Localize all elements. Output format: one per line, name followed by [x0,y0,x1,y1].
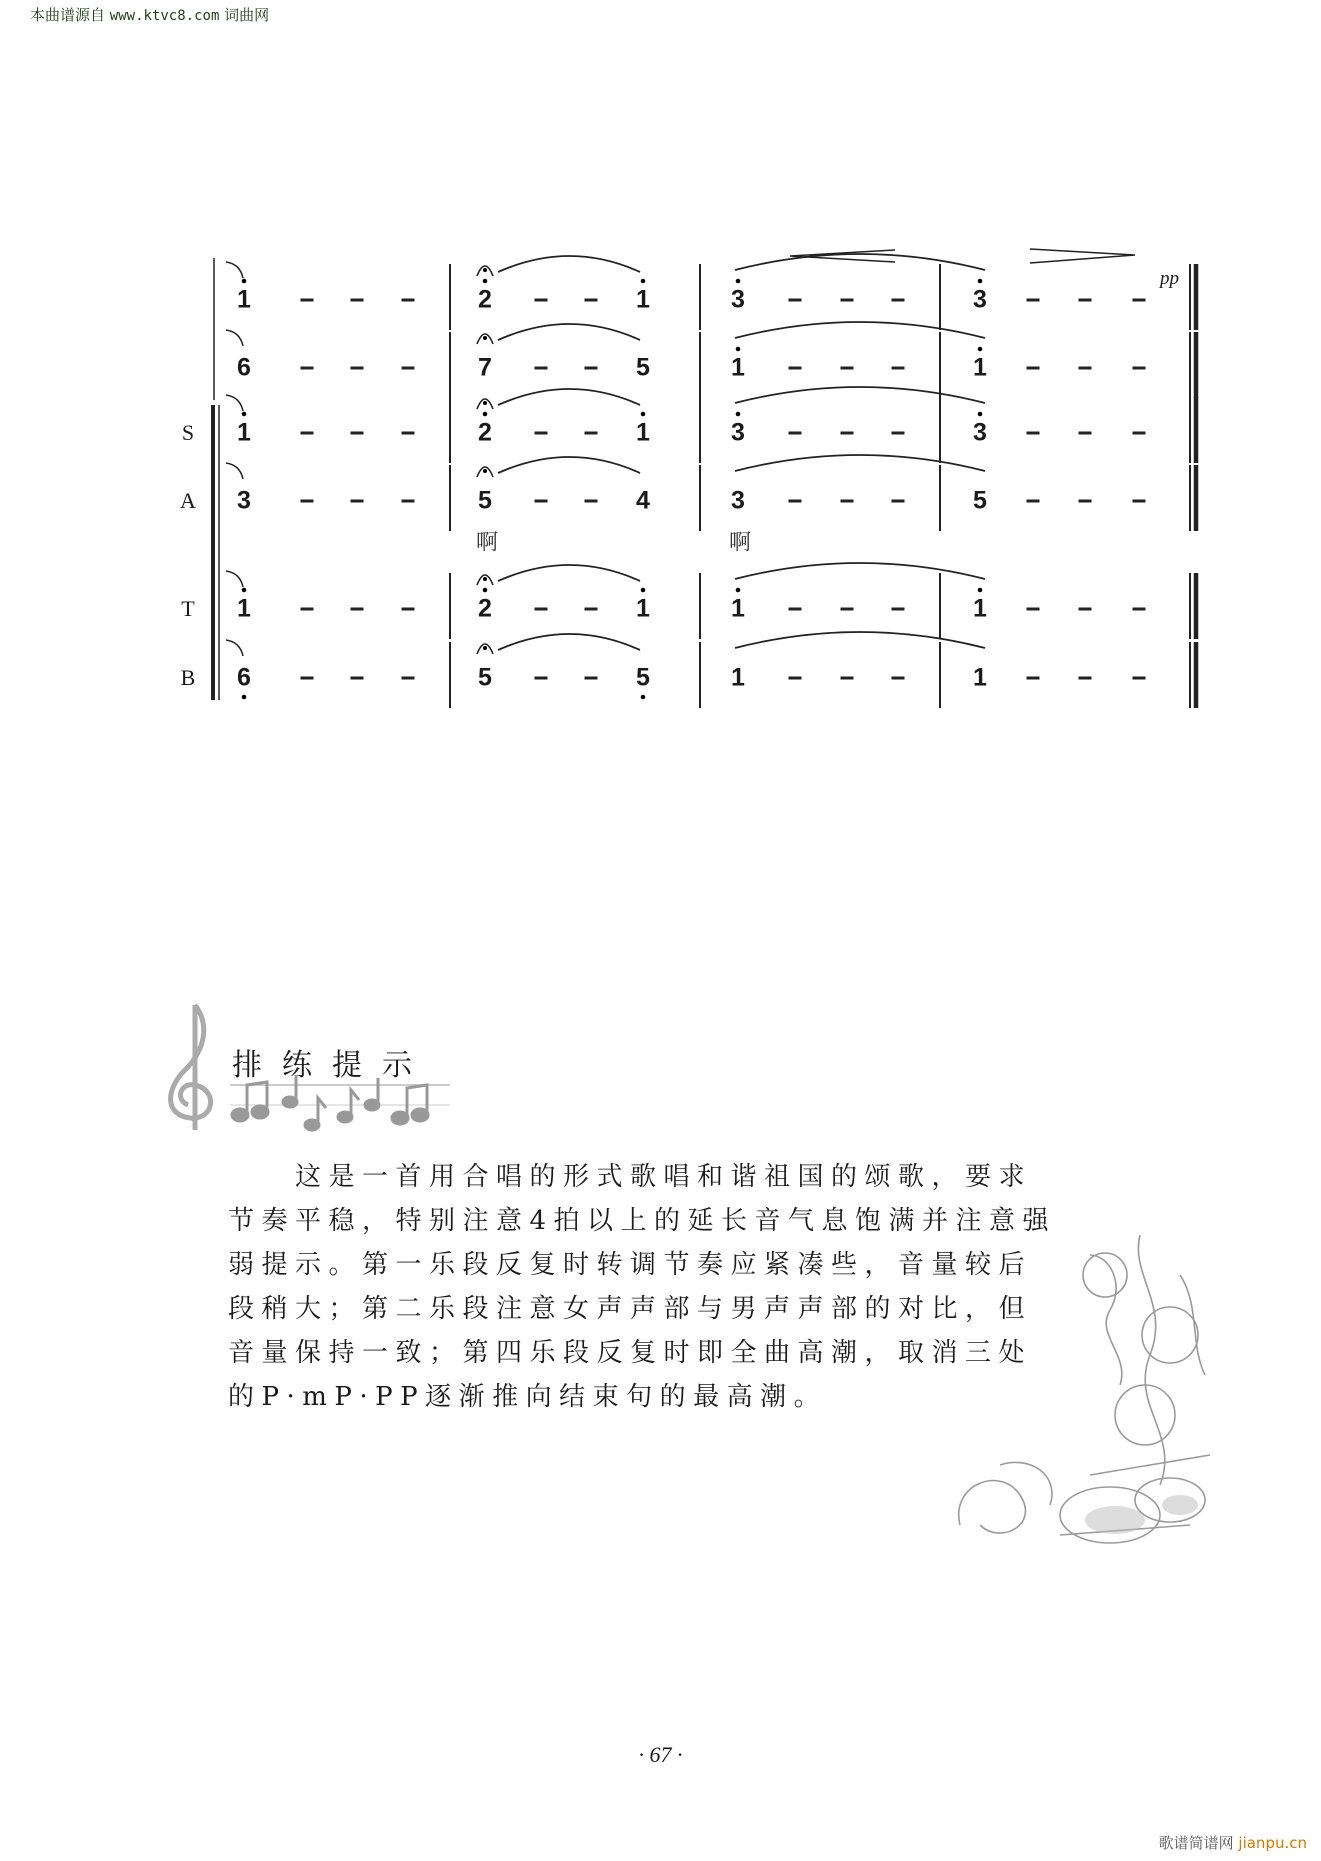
lyric-syllable: 啊 [475,530,499,556]
fermata-dot [483,336,487,340]
duration-dash [1079,677,1092,680]
source-site-name: 词曲网 [224,6,270,24]
page-number: · 67 · [638,1742,683,1767]
duration-dash [789,608,802,611]
slur [498,389,640,405]
score-lines [0,0,1321,760]
lyric-syllable: 啊 [728,530,752,556]
duration-dash [535,299,548,302]
duration-dash [535,608,548,611]
note: 5 [973,486,987,515]
high-octave-dot [641,279,646,284]
duration-dash [351,608,364,611]
duration-dash [585,432,598,435]
part-label: B [180,665,196,690]
floral-instrument-ornament [940,1215,1230,1555]
duration-dash [535,500,548,503]
note: 1 [636,285,650,314]
slur [498,634,640,650]
duration-dash [301,500,314,503]
duration-dash [789,677,802,680]
fermata-dot [483,401,487,405]
note: 5 [636,663,650,692]
high-octave-dot [242,412,247,417]
duration-dash [1027,432,1040,435]
tie-from-previous [226,463,243,479]
note: 7 [478,353,492,382]
decrescendo-hairpin [1030,249,1135,263]
duration-dash [1079,432,1092,435]
duration-dash [892,677,905,680]
paragraph-line: 的P·mP·PP逐渐推向结束句的最高潮。 [228,1382,828,1412]
note: 3 [731,418,745,447]
duration-dash [841,367,854,370]
slur [735,322,985,338]
high-octave-dot [483,588,488,593]
duration-dash [789,299,802,302]
slur [498,565,640,581]
note: 1 [731,594,745,623]
note: 1 [973,594,987,623]
duration-dash [892,500,905,503]
high-octave-dot [978,412,983,417]
fermata-dot [483,268,487,272]
high-octave-dot [978,588,983,593]
duration-dash [535,677,548,680]
duration-dash [585,500,598,503]
duration-dash [1133,367,1146,370]
duration-dash [402,500,415,503]
tie-from-previous [226,640,243,656]
duration-dash [1027,608,1040,611]
dynamic-pp: pp [1160,268,1179,289]
duration-dash [1133,677,1146,680]
duration-dash [892,367,905,370]
paragraph-line: 音量保持一致；第四乐段反复时即全曲高潮，取消三处 [228,1338,1033,1368]
duration-dash [1079,608,1092,611]
note: 3 [973,285,987,314]
note: 1 [636,594,650,623]
slur [498,324,640,340]
slur [735,387,985,403]
duration-dash [301,608,314,611]
duration-dash [351,500,364,503]
duration-dash [1133,299,1146,302]
duration-dash [585,677,598,680]
duration-dash [892,608,905,611]
high-octave-dot [978,347,983,352]
tie-from-previous [226,330,243,346]
duration-dash [789,367,802,370]
duration-dash [789,432,802,435]
note: 3 [973,418,987,447]
source-url[interactable]: www.ktvc8.com [109,8,220,24]
part-label: S [181,420,195,445]
high-octave-dot [736,347,741,352]
duration-dash [1079,367,1092,370]
duration-dash [1027,677,1040,680]
high-octave-dot [483,412,488,417]
slur [735,632,985,648]
jianpu-score [0,0,1321,760]
part-label: A [180,488,196,513]
note: 1 [237,285,251,314]
duration-dash [301,677,314,680]
note: 4 [636,486,650,515]
duration-dash [585,608,598,611]
high-octave-dot [641,412,646,417]
duration-dash [1133,432,1146,435]
high-octave-dot [641,588,646,593]
high-octave-dot [736,412,741,417]
duration-dash [402,677,415,680]
note: 3 [731,285,745,314]
note: 1 [973,353,987,382]
high-octave-dot [242,588,247,593]
duration-dash [402,299,415,302]
note: 1 [237,594,251,623]
duration-dash [585,299,598,302]
low-octave-dot [242,695,247,700]
high-octave-dot [736,279,741,284]
duration-dash [841,432,854,435]
note: 3 [731,486,745,515]
paragraph-line: 这是一首用合唱的形式歌唱和谐祖国的颂歌，要求 [228,1162,1033,1192]
crescendo-hairpin [790,250,895,262]
duration-dash [841,608,854,611]
duration-dash [892,299,905,302]
duration-dash [892,432,905,435]
duration-dash [789,500,802,503]
duration-dash [1027,367,1040,370]
low-octave-dot [641,695,646,700]
duration-dash [301,299,314,302]
note: 1 [237,418,251,447]
tie-from-previous [226,571,243,587]
duration-dash [351,299,364,302]
duration-dash [402,608,415,611]
duration-dash [301,367,314,370]
note: 5 [478,663,492,692]
duration-dash [1133,608,1146,611]
duration-dash [1133,500,1146,503]
duration-dash [585,367,598,370]
note: 5 [478,486,492,515]
part-label: T [181,596,195,621]
note: 2 [478,594,492,623]
fermata-dot [483,469,487,473]
note: 1 [731,353,745,382]
note: 3 [237,486,251,515]
watermark [1159,1832,1307,1853]
slur [735,254,985,270]
watermark-url[interactable]: jianpu.cn [1238,1834,1307,1852]
duration-dash [535,432,548,435]
duration-dash [402,432,415,435]
duration-dash [1027,299,1040,302]
note: 6 [237,353,251,382]
note: 5 [636,353,650,382]
watermark-cn: 歌谱简谱网 [1158,1834,1234,1852]
treble-clef-icon [171,1005,211,1130]
tie-from-previous [226,262,243,278]
tie-from-previous [226,395,243,411]
paragraph-line: 弱提示。第一乐段反复时转调节奏应紧凑些，音量较后 [228,1250,1033,1280]
duration-dash [301,432,314,435]
duration-dash [351,677,364,680]
paragraph-line: 节奏平稳，特别注意4拍以上的延长音气息饱满并注意强 [228,1206,1057,1236]
high-octave-dot [736,588,741,593]
note: 1 [973,663,987,692]
duration-dash [841,677,854,680]
note: 1 [731,663,745,692]
high-octave-dot [483,279,488,284]
duration-dash [1079,299,1092,302]
duration-dash [1027,500,1040,503]
duration-dash [841,500,854,503]
duration-dash [841,299,854,302]
slur [498,256,640,272]
duration-dash [351,432,364,435]
section-heading: 排练提示 [232,1048,432,1083]
fermata-dot [483,646,487,650]
slur [735,455,985,471]
slur [498,457,640,473]
fermata-dot [483,577,487,581]
note: 2 [478,418,492,447]
source-text: 本曲谱源自 [30,6,106,24]
duration-dash [351,367,364,370]
duration-dash [402,367,415,370]
slur [735,563,985,579]
duration-dash [535,367,548,370]
duration-dash [1079,500,1092,503]
note: 1 [636,418,650,447]
high-octave-dot [978,279,983,284]
paragraph-line: 段稍大；第二乐段注意女声声部与男声声部的对比，但 [228,1294,1033,1324]
high-octave-dot [242,279,247,284]
note: 2 [478,285,492,314]
note: 6 [237,663,251,692]
